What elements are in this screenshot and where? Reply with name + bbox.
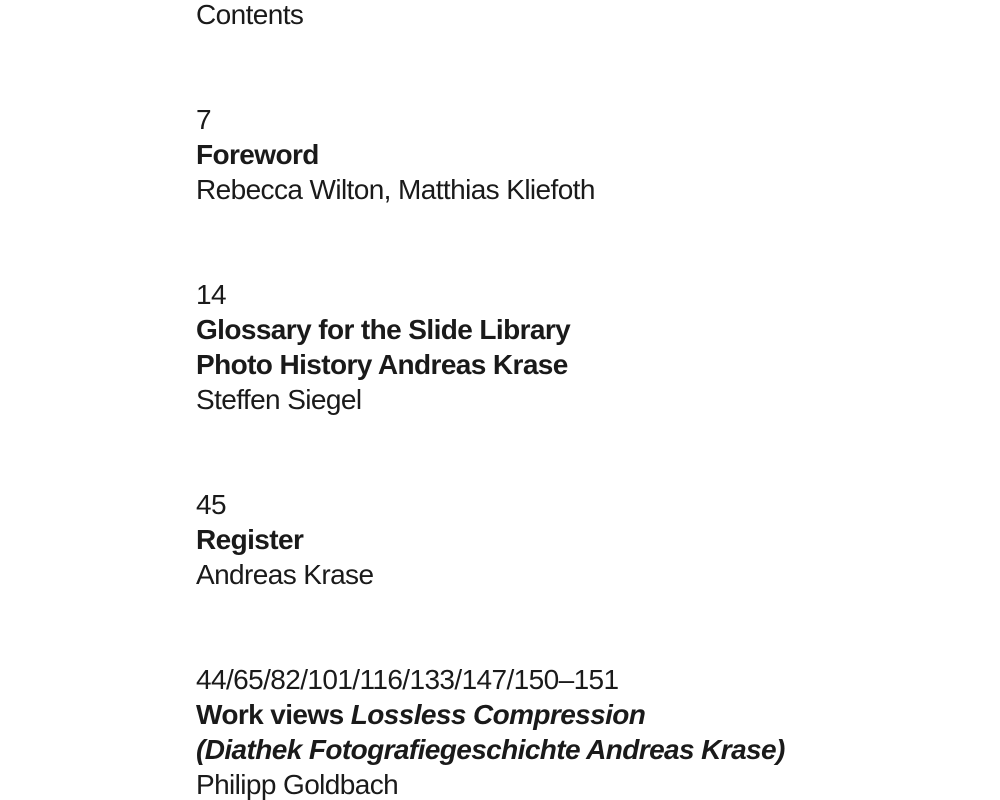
toc-title-italic: (Diathek Fotografiegeschichte Andreas Krase) bbox=[196, 734, 785, 765]
toc-page-numbers: 44/65/82/101/116/133/147/150–151 bbox=[196, 664, 619, 695]
toc-entry-work-views[interactable] bbox=[196, 662, 976, 800]
toc-page-number: 45 bbox=[196, 489, 226, 520]
toc-entry-author: Steffen Siegel bbox=[196, 384, 362, 415]
toc-entry-author: Rebecca Wilton, Matthias Kliefoth bbox=[196, 174, 595, 205]
toc-entry-title-line-2: Photo History Andreas Krase bbox=[196, 349, 568, 380]
toc-entry-foreword[interactable] bbox=[196, 102, 976, 207]
toc-entry-glossary[interactable] bbox=[196, 277, 976, 417]
contents-heading: Contents bbox=[196, 0, 304, 30]
table-of-contents bbox=[196, 0, 976, 800]
toc-page-number: 7 bbox=[196, 104, 211, 135]
toc-entry-title-line-1 bbox=[196, 697, 976, 732]
toc-entry-author: Andreas Krase bbox=[196, 559, 374, 590]
toc-entry-title: Foreword bbox=[196, 139, 319, 170]
toc-entry-title-line-1: Glossary for the Slide Library bbox=[196, 314, 571, 345]
toc-entry-title-line-2 bbox=[196, 732, 976, 767]
toc-entry-register[interactable] bbox=[196, 487, 976, 592]
toc-entry-title: Register bbox=[196, 524, 304, 555]
toc-title-italic: Lossless Compression bbox=[350, 699, 646, 730]
toc-page-number: 14 bbox=[196, 279, 226, 310]
toc-entry-author: Philipp Goldbach bbox=[196, 769, 399, 800]
toc-title-prefix: Work views bbox=[196, 699, 344, 730]
